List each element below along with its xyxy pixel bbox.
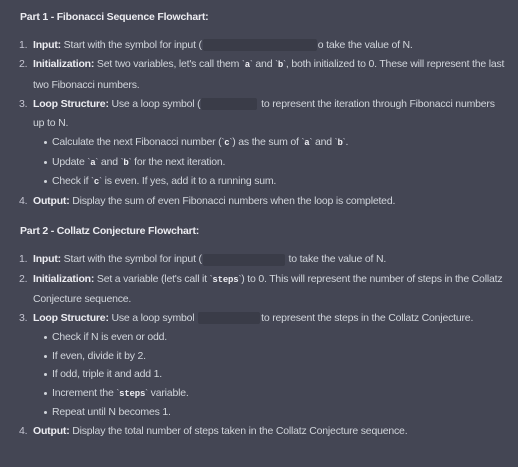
step-label: Loop Structure: bbox=[33, 312, 109, 325]
list-item: If even, divide it by 2. bbox=[43, 347, 508, 366]
step-label: Loop Structure: bbox=[33, 97, 109, 110]
code-var: b bbox=[277, 60, 284, 71]
step-text: Display the total number of steps taken in the Collatz Conjecture sequence. bbox=[69, 424, 408, 437]
part1-step-loop bbox=[20, 95, 508, 192]
step-text: ) to 0. This will represent the number of steps in the Collatz Conjecture sequence. bbox=[33, 272, 503, 305]
step-text: Start with the symbol for input ( bbox=[60, 39, 202, 51]
redacted-block bbox=[203, 39, 317, 51]
part1-step-initialization: 2. Initialization: Set two variables, let's call them `a` and `b`, both initialized to 0. These will represent the last two Fibonacci numbers. bbox=[20, 55, 508, 95]
part2-step-output bbox=[20, 422, 508, 441]
step-number: 2. bbox=[19, 272, 28, 285]
list-item: If odd, triple it and add 1. bbox=[43, 365, 508, 384]
step-text: , both initialized to 0. These will represent the last two Fibonacci numbers. bbox=[33, 58, 505, 91]
step-label: Output: bbox=[33, 194, 70, 207]
step-text: Use a loop symbol ( bbox=[108, 97, 201, 110]
list-item: Check if N is even or odd. bbox=[43, 328, 508, 347]
step-number: 2. bbox=[19, 58, 28, 71]
part2-title: Part 2 - Collatz Conjecture Flowchart: bbox=[20, 225, 200, 238]
step-text: Use a loop symbol bbox=[108, 312, 198, 325]
step-text: o take the value of N. bbox=[317, 39, 413, 51]
part1-loop-substeps bbox=[33, 133, 508, 192]
step-text: to represent the iteration through Fibonacci numbers up to N. bbox=[33, 97, 495, 130]
step-text: to take the value of N. bbox=[285, 253, 387, 266]
step-number: 1. bbox=[19, 39, 28, 51]
list-item: Increment the `steps` variable. bbox=[43, 384, 508, 404]
part1-steps bbox=[20, 36, 508, 211]
step-label: Output: bbox=[33, 424, 70, 437]
step-text: Display the sum of even Fibonacci numbers when the loop is completed. bbox=[69, 194, 396, 207]
part1-step-input bbox=[20, 36, 508, 55]
step-number: 1. bbox=[19, 253, 28, 266]
list-item: Repeat until N becomes 1. bbox=[43, 403, 508, 422]
code-var: steps bbox=[212, 274, 239, 285]
step-label: Initialization: bbox=[33, 272, 95, 285]
list-item: Check if `c` is even. If yes, add it to a running sum. bbox=[43, 172, 508, 192]
step-label: Input: bbox=[33, 253, 61, 266]
step-text: Start with the symbol for input ( bbox=[60, 253, 202, 266]
step-number: 4. bbox=[19, 424, 28, 437]
step-text: and bbox=[252, 58, 276, 71]
list-item: Calculate the next Fibonacci number (`c`) as the sum of `a` and `b`. bbox=[43, 133, 508, 153]
part2-loop-substeps bbox=[33, 328, 508, 422]
step-text: to represent the steps in the Collatz Conjecture. bbox=[261, 312, 474, 325]
list-item: Update `a` and `b` for the next iteration. bbox=[43, 153, 508, 173]
step-text: Set a variable (let's call it bbox=[94, 272, 210, 285]
part2-step-loop bbox=[20, 309, 508, 422]
step-label: Input: bbox=[33, 39, 61, 51]
part2-step-input bbox=[20, 250, 508, 269]
part1-step-output bbox=[20, 192, 508, 211]
code-var: a bbox=[244, 60, 250, 71]
redacted-block bbox=[198, 312, 260, 324]
step-number: 3. bbox=[19, 312, 28, 325]
redacted-block bbox=[203, 254, 285, 266]
step-label: Initialization: bbox=[33, 58, 95, 71]
part2-step-initialization: 2. Initialization: Set a variable (let's call it `steps`) to 0. This will represent the number of steps in the Collatz Conjecture sequence. bbox=[20, 270, 508, 310]
step-text: Set two variables, let's call them bbox=[94, 58, 242, 71]
step-number: 4. bbox=[19, 194, 28, 207]
part1-title: Part 1 - Fibonacci Sequence Flowchart: bbox=[20, 11, 209, 23]
redacted-block bbox=[201, 98, 257, 110]
step-number: 3. bbox=[19, 97, 28, 110]
part2-steps bbox=[20, 250, 508, 441]
